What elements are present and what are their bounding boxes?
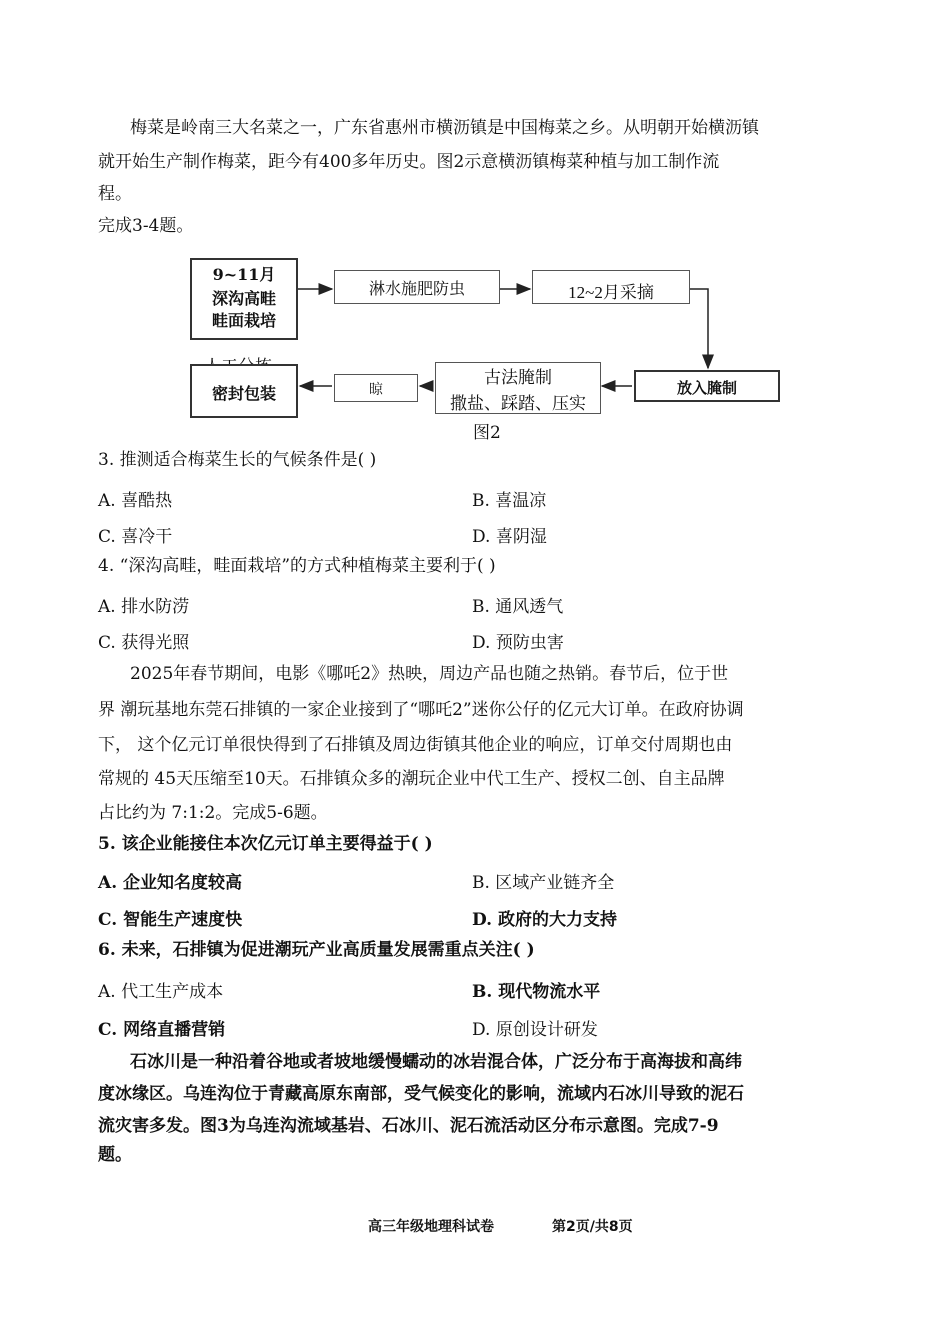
step-pickle-box <box>634 370 780 402</box>
intro1-line4: 完成3-4题。 <box>98 216 194 236</box>
step-harvest-box <box>532 270 690 304</box>
footer-page-number: 第2页/共8页 <box>552 1219 633 1235</box>
q5-option-b[interactable]: B. 区域产业链齐全 <box>472 873 615 893</box>
q4-stem: 4. “深沟高畦，畦面栽培”的方式种植梅菜主要利于( ) <box>98 556 496 576</box>
q5-stem: 5. 该企业能接住本次亿元订单主要得益于( ) <box>98 834 433 854</box>
intro3-line4: 题。 <box>98 1145 132 1165</box>
step-pickle-label: 放入腌制 <box>676 379 737 397</box>
q6-option-b[interactable]: B. 现代物流水平 <box>472 982 601 1002</box>
step-harvest-label: 12~2月采摘 <box>568 283 654 302</box>
q5-option-c[interactable]: C. 智能生产速度快 <box>98 910 243 930</box>
q6-option-a[interactable]: A. 代工生产成本 <box>98 982 224 1002</box>
intro2-line5: 占比约为 7:1:2。完成5-6题。 <box>98 803 328 823</box>
q4-option-b[interactable]: B. 通风透气 <box>472 597 564 617</box>
footer-exam-title: 高三年级地理科试卷 <box>368 1219 494 1235</box>
step-watering-box <box>334 270 500 304</box>
q3-stem: 3. 推测适合梅菜生长的气候条件是( ) <box>98 450 377 470</box>
figure-2-caption: 图2 <box>473 423 501 443</box>
intro2-line4: 常规的 45天压缩至10天。石排镇众多的潮玩企业中代工生产、授权二创、自主品牌 <box>98 769 725 789</box>
arrow-3 <box>690 289 708 368</box>
intro3-line1: 石冰川是一种沿着谷地或者坡地缓慢蠕动的冰岩混合体，广泛分布于高海拔和高纬 <box>130 1052 742 1072</box>
q4-option-a[interactable]: A. 排水防涝 <box>98 597 190 617</box>
intro2-line1: 2025年春节期间，电影《哪吒2》热映，周边产品也随之热销。春节后，位于世 <box>130 664 729 684</box>
step-traditional-line1: 古法腌制 <box>484 368 552 388</box>
q3-option-d[interactable]: D. 喜阴湿 <box>472 527 547 547</box>
intro1-line2: 就开始生产制作梅菜，距今有400多年历史。图2示意横沥镇梅菜种植与加工制作流 <box>98 152 720 172</box>
intro1-line3: 程。 <box>98 184 132 204</box>
q4-option-c[interactable]: C. 获得光照 <box>98 633 190 653</box>
step-watering-label: 淋水施肥防虫 <box>368 279 465 298</box>
step-traditional-line2: 撒盐、踩踏、压实 <box>450 394 586 414</box>
intro3-line2: 度冰缘区。乌连沟位于青藏高原东南部，受气候变化的影响，流域内石冰川导致的泥石 <box>98 1084 744 1104</box>
step-dry-label: 晾 <box>369 382 383 398</box>
q5-option-d[interactable]: D. 政府的大力支持 <box>472 910 617 930</box>
intro2-line2: 界 潮玩基地东莞石排镇的一家企业接到了“哪吒2”迷你公仔的亿元大订单。在政府协调 <box>98 700 744 720</box>
intro2-line3: 下， 这个亿元订单很快得到了石排镇及周边街镇其他企业的响应，订单交付周期也由 <box>98 735 733 755</box>
step-planting-line2: 深沟高畦 <box>211 289 276 308</box>
step-dry-box <box>334 374 418 402</box>
q3-option-c[interactable]: C. 喜冷干 <box>98 527 173 547</box>
q6-option-c[interactable]: C. 网络直播营销 <box>98 1020 226 1040</box>
step-traditional-box <box>435 362 601 414</box>
step-package-label: 密封包装 <box>211 384 276 403</box>
q3-option-b[interactable]: B. 喜温凉 <box>472 491 547 511</box>
q4-option-d[interactable]: D. 预防虫害 <box>472 633 564 653</box>
step-planting-box <box>190 258 298 340</box>
step-package-box <box>190 364 298 418</box>
q3-option-a[interactable]: A. 喜酷热 <box>98 491 173 511</box>
intro3-line3: 流灾害多发。图3为乌连沟流域基岩、石冰川、泥石流活动区分布示意图。完成7-9 <box>98 1116 719 1136</box>
step-planting-months: 9~11月 <box>212 265 276 284</box>
step-planting-line3: 畦面栽培 <box>211 311 276 330</box>
q5-option-a[interactable]: A. 企业知名度较高 <box>98 873 243 893</box>
q6-option-d[interactable]: D. 原创设计研发 <box>472 1020 598 1040</box>
intro1-line1: 梅菜是岭南三大名菜之一，广东省惠州市横沥镇是中国梅菜之乡。从明朝开始横沥镇 <box>130 118 759 138</box>
q6-stem: 6. 未来，石排镇为促进潮玩产业高质量发展需重点关注( ) <box>98 940 535 960</box>
